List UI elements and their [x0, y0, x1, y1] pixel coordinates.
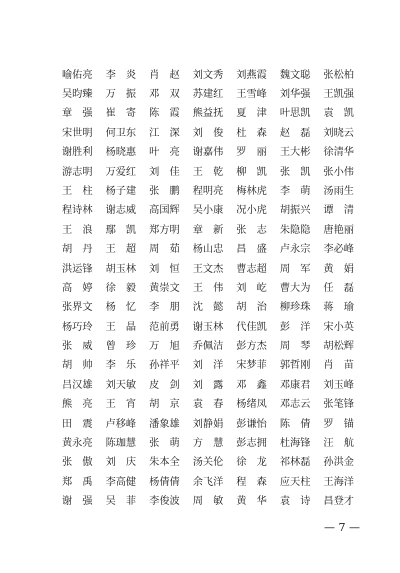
- person-name: 范前勇: [149, 321, 180, 333]
- person-name: 章 新: [192, 224, 224, 236]
- person-name: 刘晓云: [323, 127, 354, 139]
- person-name: 徐 毅: [105, 282, 137, 294]
- name-row: [62, 105, 367, 124]
- person-name: 宋小英: [323, 321, 354, 333]
- person-name: 潘象雄: [149, 418, 180, 430]
- person-name: 王 乾: [192, 166, 224, 178]
- person-name: 昌 盛: [236, 244, 267, 256]
- name-row: [62, 144, 367, 163]
- person-name: 李 炎: [105, 69, 137, 81]
- person-name: 肖 苗: [323, 360, 354, 372]
- person-name: 周 琴: [279, 341, 311, 353]
- person-name: 万 旭: [149, 341, 180, 353]
- person-name: 卢永宗: [279, 244, 311, 256]
- person-name: 昌登才: [323, 496, 354, 508]
- person-name: 曹大为: [279, 282, 311, 294]
- person-name: 李 朋: [149, 302, 180, 314]
- person-name: 陈 倩: [279, 418, 311, 430]
- person-name: 杨山忠: [192, 244, 224, 256]
- person-name: 李高健: [105, 476, 137, 488]
- person-name: 罗 丽: [236, 147, 267, 159]
- person-name: 陈 霞: [149, 108, 180, 120]
- person-name: 张笔锋: [323, 399, 354, 411]
- person-name: 万爱红: [105, 166, 137, 178]
- person-name: 万 振: [105, 88, 137, 100]
- person-name: 刘 露: [192, 379, 224, 391]
- person-name: 沈 懿: [192, 302, 224, 314]
- person-name: 王 超: [105, 244, 137, 256]
- person-name: 刘玉峰: [323, 379, 354, 391]
- person-name: 黄永亮: [62, 438, 93, 450]
- person-name: 喻佑亮: [62, 69, 93, 81]
- person-name: 杨绪凤: [236, 399, 267, 411]
- person-name: 罗 锚: [323, 418, 354, 430]
- person-name: 黄崇文: [149, 282, 180, 294]
- person-name: 鄢 凯: [105, 224, 137, 236]
- person-name: 张 萌: [149, 438, 180, 450]
- person-name: 曹志超: [236, 263, 267, 275]
- person-name: 汤关伦: [192, 457, 224, 469]
- person-name: 王雪峰: [236, 88, 267, 100]
- person-name: 熊益抚: [192, 108, 224, 120]
- person-name: 邓 双: [149, 88, 180, 100]
- person-name: 程诗林: [62, 205, 93, 217]
- person-name: 柳珍珠: [279, 302, 311, 314]
- person-name: 邓 鑫: [236, 379, 267, 391]
- person-name: 孙洪金: [323, 457, 354, 469]
- person-name: 任 磊: [323, 282, 354, 294]
- person-name: 吴 菲: [105, 496, 137, 508]
- person-name: 刘 屹: [236, 282, 267, 294]
- name-row: [62, 202, 367, 221]
- name-row: [62, 182, 367, 201]
- person-name: 吴昀臻: [62, 88, 93, 100]
- person-name: 梅林虎: [236, 185, 267, 197]
- person-name: 周 敏: [192, 496, 224, 508]
- person-name: 王大彬: [279, 147, 311, 159]
- person-name: 柳 凯: [236, 166, 267, 178]
- person-name: 王 宵: [105, 399, 137, 411]
- name-row: [62, 85, 367, 104]
- person-name: 刘 佳: [149, 166, 180, 178]
- person-name: 方 慧: [192, 438, 224, 450]
- person-name: 刘文秀: [192, 69, 224, 81]
- person-name: 刘华强: [279, 88, 311, 100]
- person-name: 张 志: [236, 224, 267, 236]
- person-name: 崔 寄: [105, 108, 137, 120]
- person-name: 杜 森: [236, 127, 267, 139]
- person-name: 高国辉: [149, 205, 180, 217]
- person-name: 胡 帅: [62, 360, 93, 372]
- person-name: 王文杰: [192, 263, 224, 275]
- person-name: 程明亮: [192, 185, 224, 197]
- person-name: 杜海锋: [279, 438, 311, 450]
- person-name: 祁林磊: [279, 457, 311, 469]
- name-row: [62, 279, 367, 298]
- person-name: 徐 龙: [236, 457, 267, 469]
- person-name: 李必峰: [323, 244, 354, 256]
- person-name: 郑 禹: [62, 476, 93, 488]
- person-name: 高 婷: [62, 282, 93, 294]
- person-name: 邓康君: [279, 379, 311, 391]
- name-row: [62, 454, 367, 473]
- person-name: 叶思凯: [279, 108, 311, 120]
- person-name: 刘 庆: [105, 457, 137, 469]
- person-name: 唐艳丽: [323, 224, 354, 236]
- person-name: 朱隐隐: [279, 224, 311, 236]
- person-name: 王 晶: [105, 321, 137, 333]
- person-name: 王海洋: [323, 476, 354, 488]
- person-name: 余飞洋: [192, 476, 224, 488]
- person-name: 李 乐: [105, 360, 137, 372]
- person-name: 周 军: [279, 263, 311, 275]
- person-name: 周 茹: [149, 244, 180, 256]
- person-name: 刘 恒: [149, 263, 180, 275]
- person-name: 张小伟: [323, 166, 354, 178]
- person-name: 汤雨生: [323, 185, 354, 197]
- name-row: [62, 434, 367, 453]
- person-name: 袁 凯: [323, 108, 354, 120]
- name-row: [62, 221, 367, 240]
- person-name: 杨子建: [105, 185, 137, 197]
- person-name: 谢 强: [62, 496, 93, 508]
- person-name: 赵 磊: [279, 127, 311, 139]
- person-name: 田 震: [62, 418, 93, 430]
- name-row: [62, 260, 367, 279]
- person-name: 皮 剑: [149, 379, 180, 391]
- person-name: 杨倩倩: [149, 476, 180, 488]
- person-name: 王 浪: [62, 224, 93, 236]
- person-name: 袁 诗: [279, 496, 311, 508]
- person-name: 李 萌: [279, 185, 311, 197]
- person-name: 谢玉林: [192, 321, 224, 333]
- person-name: 黄 娟: [323, 263, 354, 275]
- person-name: 张界文: [62, 302, 93, 314]
- person-name: 谭 清: [323, 205, 354, 217]
- person-name: 刘 洋: [192, 360, 224, 372]
- name-row: [62, 415, 367, 434]
- person-name: 刘静娟: [192, 418, 224, 430]
- person-name: 何卫东: [105, 127, 137, 139]
- person-name: 张 鹏: [149, 185, 180, 197]
- person-name: 陈珈慧: [105, 438, 137, 450]
- person-name: 胡 丹: [62, 244, 93, 256]
- person-name: 张 傲: [62, 457, 93, 469]
- person-name: 胡玉林: [105, 263, 137, 275]
- person-name: 洪运锋: [62, 263, 93, 275]
- person-name: 胡 治: [236, 302, 267, 314]
- person-name: 张 凯: [279, 166, 311, 178]
- person-name: 郭哲刚: [279, 360, 311, 372]
- name-row: [62, 493, 367, 512]
- person-name: 游志明: [62, 166, 93, 178]
- person-name: 王 伟: [192, 282, 224, 294]
- person-name: 孙祥平: [149, 360, 180, 372]
- person-name: 夏 津: [236, 108, 267, 120]
- person-name: 吴小康: [192, 205, 224, 217]
- person-name: 刘天敏: [105, 379, 137, 391]
- person-name: 谢嘉伟: [192, 147, 224, 159]
- person-name: 张松柏: [323, 69, 354, 81]
- person-name: 叶 亮: [149, 147, 180, 159]
- person-name: 曾 珍: [105, 341, 137, 353]
- person-name: 王 柱: [62, 185, 93, 197]
- person-name: 李俊波: [149, 496, 180, 508]
- person-name: 彭谦怡: [236, 418, 267, 430]
- name-row: [62, 396, 367, 415]
- name-row: [62, 376, 367, 395]
- name-row: [62, 66, 367, 85]
- person-name: 魏文聪: [279, 69, 311, 81]
- person-name: 杨晓惠: [105, 147, 137, 159]
- person-name: 应天柱: [279, 476, 311, 488]
- person-name: 程 森: [236, 476, 267, 488]
- person-name: 谢志威: [105, 205, 137, 217]
- name-list: [62, 66, 367, 512]
- person-name: 况小虎: [236, 205, 267, 217]
- person-name: 蒋 瑜: [323, 302, 354, 314]
- person-name: 宋梦菲: [236, 360, 267, 372]
- person-name: 邓志云: [279, 399, 311, 411]
- person-name: 肖 赵: [149, 69, 180, 81]
- person-name: 胡松辉: [323, 341, 354, 353]
- name-row: [62, 337, 367, 356]
- name-row: [62, 163, 367, 182]
- person-name: 苏建红: [192, 88, 224, 100]
- person-name: 朱本全: [149, 457, 180, 469]
- page-number: — 7 —: [324, 521, 360, 534]
- person-name: 胡 京: [149, 399, 180, 411]
- person-name: 乔佩洁: [192, 341, 224, 353]
- person-name: 章 强: [62, 108, 93, 120]
- person-name: 卢移峰: [105, 418, 137, 430]
- person-name: 宋世明: [62, 127, 93, 139]
- person-name: 代佳凯: [236, 321, 267, 333]
- name-row: [62, 241, 367, 260]
- person-name: 黄 华: [236, 496, 267, 508]
- name-row: [62, 318, 367, 337]
- person-name: 胡振兴: [279, 205, 311, 217]
- person-name: 杨 忆: [105, 302, 137, 314]
- person-name: 彭志拥: [236, 438, 267, 450]
- person-name: 汪 航: [323, 438, 354, 450]
- name-row: [62, 124, 367, 143]
- name-row: [62, 299, 367, 318]
- person-name: 郑方明: [149, 224, 180, 236]
- person-name: 徐清华: [323, 147, 354, 159]
- person-name: 彭方杰: [236, 341, 267, 353]
- person-name: 江 深: [149, 127, 180, 139]
- name-row: [62, 473, 367, 492]
- person-name: 刘燕霞: [236, 69, 267, 81]
- person-name: 王凯强: [323, 88, 354, 100]
- person-name: 吕汉雄: [62, 379, 93, 391]
- person-name: 杨巧玲: [62, 321, 93, 333]
- person-name: 熊 亮: [62, 399, 93, 411]
- person-name: 彭 洋: [279, 321, 311, 333]
- person-name: 袁 春: [192, 399, 224, 411]
- person-name: 刘 俊: [192, 127, 224, 139]
- name-row: [62, 357, 367, 376]
- person-name: 谢胜利: [62, 147, 93, 159]
- person-name: 张 威: [62, 341, 93, 353]
